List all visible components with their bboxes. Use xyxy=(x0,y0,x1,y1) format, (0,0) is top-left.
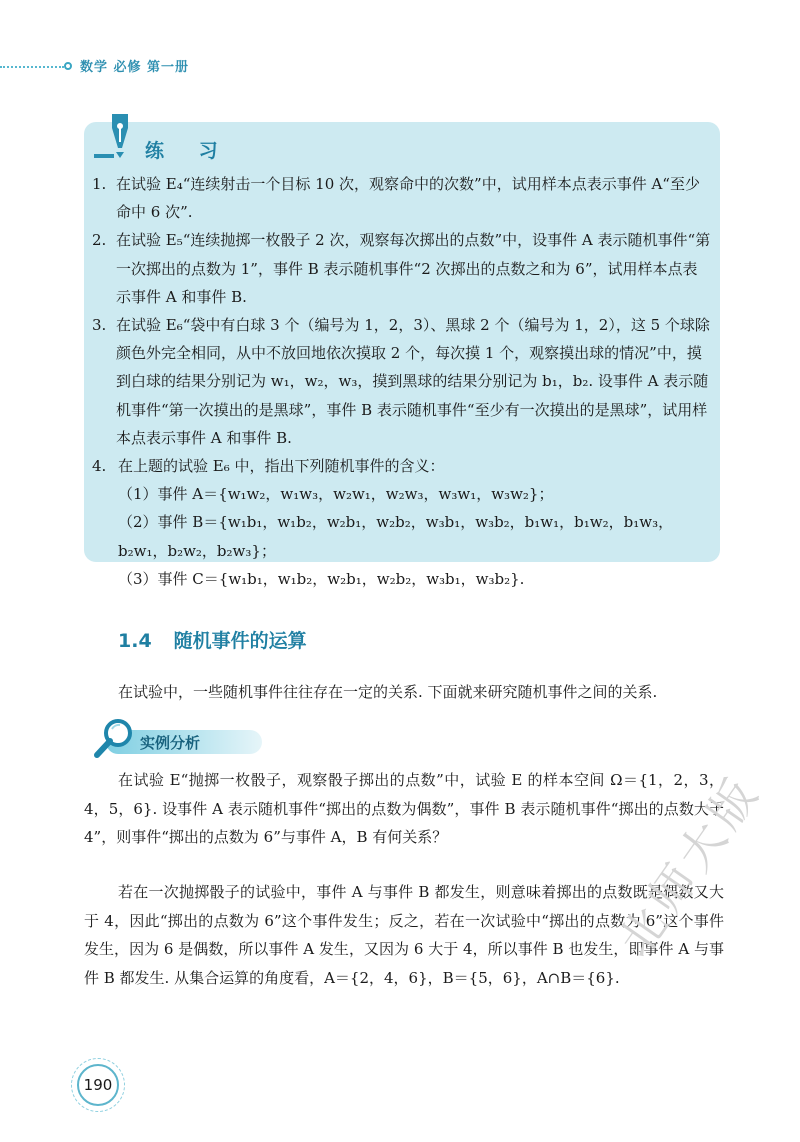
exercise-text: 在试验 E₄“连续射击一个目标 10 次，观察命中的次数”中，试用样本点表示事件 A“至少命中 6 次”. xyxy=(116,175,700,222)
exercise-list xyxy=(92,170,712,593)
example-label: 实例分析 xyxy=(140,734,201,752)
intro-paragraph: 在试验中，一些随机事件往往存在一定的关系. 下面就来研究随机事件之间的关系. xyxy=(118,683,658,701)
section-heading xyxy=(118,626,307,653)
example-tag xyxy=(92,725,262,757)
publisher-watermark: 北师大版 xyxy=(607,764,771,967)
magnifier-icon xyxy=(92,715,138,761)
exercise-item-4 xyxy=(92,452,712,593)
exercise-subitem-2: （2）事件 B＝{w₁b₁，w₁b₂，w₂b₁，w₂b₂，w₃b₁，w₃b₂，b₁w₁，b₁w₂，b₁w₃，b₂w₁，b₂w₂，b₂w₃}； xyxy=(118,513,674,560)
section-title: 随机事件的运算 xyxy=(173,630,307,652)
exercise-subitem-3: （3）事件 C＝{w₁b₁，w₁b₂，w₂b₁，w₂b₂，w₃b₁，w₃b₂}. xyxy=(118,569,525,588)
exercise-text: 在试验 E₆“袋中有白球 3 个（编号为 1，2，3）、黑球 2 个（编号为 1，2），这 5 个球除颜色外完全相同，从中不放回地依次摸取 2 个，每次摸 1 个，观察摸出球的情况”中，摸到白球的结果分别记为 w₁，w₂，w₃，摸到黑球的结果分别记为 b₁，b₂. 设事件 A 表示随机事件“第一次摸出的是黑球”，事件 B 表示随机事件“至少有一次摸出的是黑球”，试用样本点表示事件 A 和事件 B. xyxy=(116,316,710,447)
exercise-item-2 xyxy=(92,226,712,311)
exercise-number: 2. xyxy=(92,231,107,250)
pen-nib-icon xyxy=(92,112,138,164)
header-dot xyxy=(64,62,72,70)
practice-title: 练 习 xyxy=(145,140,232,162)
section-number: 1.4 xyxy=(118,630,152,652)
exercise-number: 4. xyxy=(92,457,107,476)
exercise-number: 3. xyxy=(92,316,107,335)
exercise-subitem-1: （1）事件 A＝{w₁w₂，w₁w₃，w₂w₁，w₂w₃，w₃w₁，w₃w₂}； xyxy=(118,485,554,504)
book-title: 数学 必修 第一册 xyxy=(80,60,190,75)
exercise-item-3 xyxy=(92,311,712,452)
exercise-text: 在上题的试验 E₆ 中，指出下列随机事件的含义： xyxy=(118,457,445,476)
example-question: 在试验 E“抛掷一枚骰子，观察骰子掷出的点数”中，试验 E 的样本空间 Ω＝{1，2，3，4，5，6}. 设事件 A 表示随机事件“掷出的点数为偶数”，事件 B 表示随机事件“掷出的点数大于 4”，则事件“掷出的点数为 6”与事件 A，B 有何关系？ xyxy=(84,771,724,846)
exercise-item-1 xyxy=(92,170,712,226)
exercise-number: 1. xyxy=(92,175,107,193)
header-rule xyxy=(0,66,64,68)
page-number: 190 xyxy=(77,1064,119,1106)
example-analysis: 若在一次抛掷骰子的试验中，事件 A 与事件 B 都发生，则意味着掷出的点数既是偶数又大于 4，因此“掷出的点数为 6”这个事件发生；反之，若在一次试验中“掷出的点数为 6”这个事件发生，因为 6 是偶数，所以事件 A 发生，又因为 6 大于 4，所以事件 B 也发生，即事件 A 与事件 B 都发生. 从集合运算的角度看，A＝{2，4，6}，B＝{5，6}，A∩B＝{6}. xyxy=(84,883,724,987)
exercise-text: 在试验 E₅“连续抛掷一枚骰子 2 次，观察每次掷出的点数”中，设事件 A 表示随机事件“第一次掷出的点数为 1”，事件 B 表示随机事件“2 次掷出的点数之和为 6”，试用样本点表示事件 A 和事件 B. xyxy=(116,231,711,306)
